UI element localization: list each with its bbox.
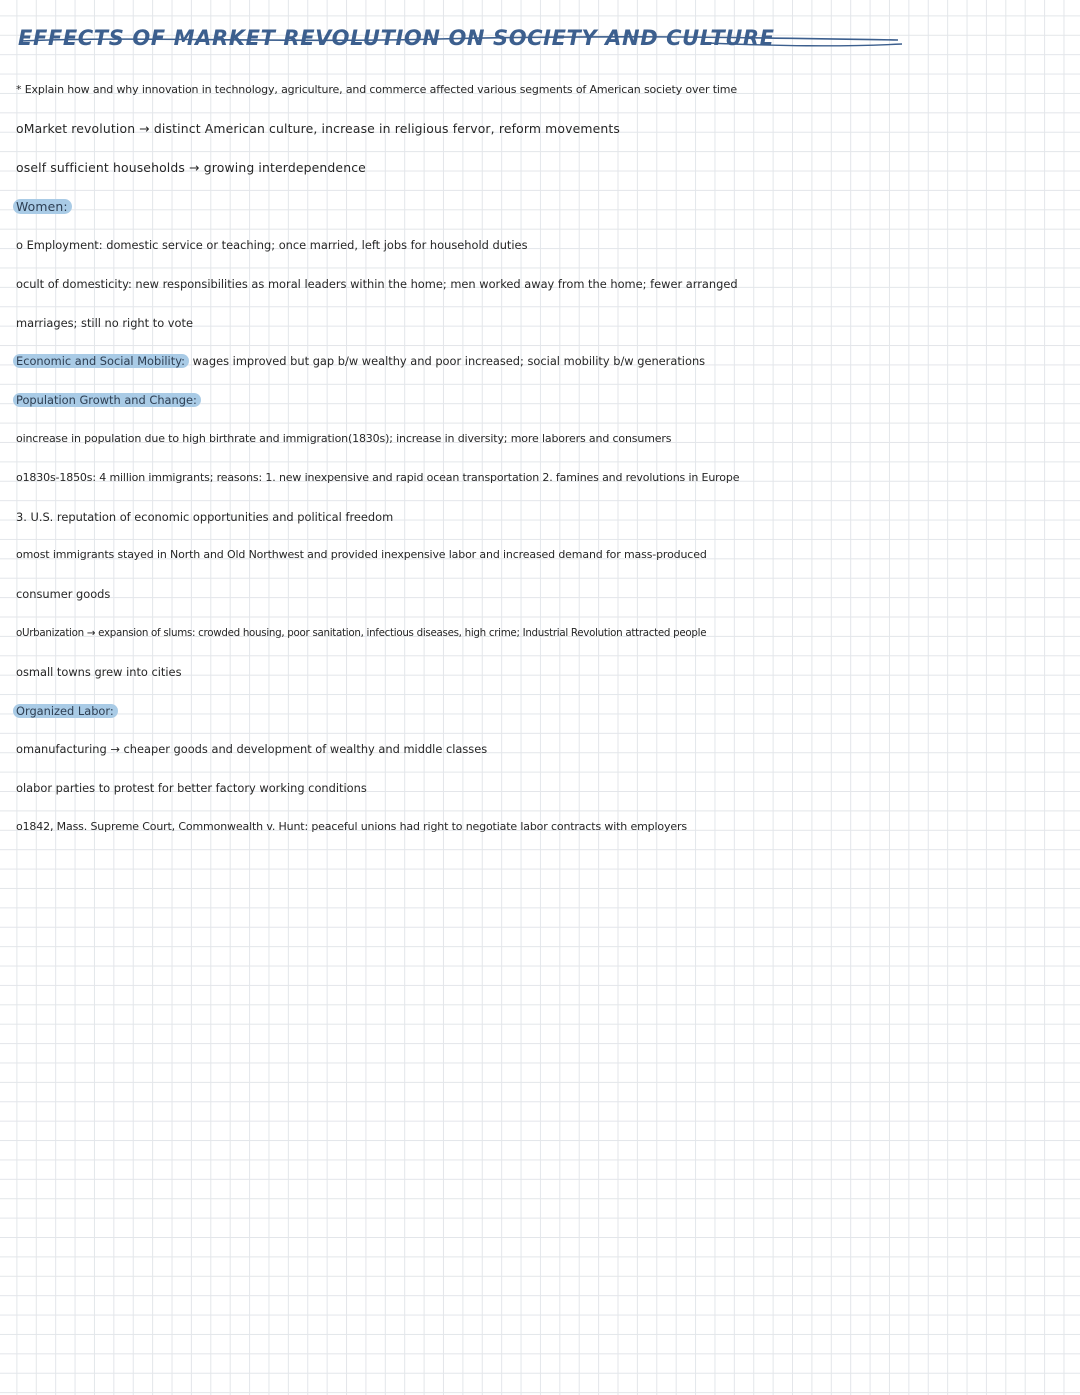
bullet-population-increase: oincrease in population due to high birthrate and immigration(1830s); increase in diversity; more laborers and consumers bbox=[16, 432, 672, 445]
bullet-immigrants-settled: omost immigrants stayed in North and Old Northwest and provided inexpensive labor and increased demand for mass-produced bbox=[16, 548, 707, 561]
objective-line: * Explain how and why innovation in technology, agriculture, and commerce affected various segments of American society over time bbox=[16, 83, 737, 96]
heading-population-label: Population Growth and Change: bbox=[13, 393, 201, 407]
bullet-urbanization: oUrbanization → expansion of slums: crowded housing, poor sanitation, infectious diseases, high crime; Industrial Revolution attracted people bbox=[16, 627, 707, 639]
bullet-immigrants: o1830s-1850s: 4 million immigrants; reasons: 1. new inexpensive and rapid ocean transportation 2. famines and revolutions in Europe bbox=[16, 471, 740, 484]
title-block bbox=[18, 24, 908, 56]
heading-women-label: Women: bbox=[13, 199, 72, 214]
economic-mobility-text: wages improved but gap b/w wealthy and poor increased; social mobility b/w generations bbox=[188, 354, 706, 368]
bullet-manufacturing: omanufacturing → cheaper goods and development of wealthy and middle classes bbox=[16, 742, 488, 756]
heading-economic-social-mobility bbox=[16, 352, 705, 370]
heading-organized-labor-label: Organized Labor: bbox=[13, 704, 118, 718]
bullet-employment: o Employment: domestic service or teaching; once married, left jobs for household duties bbox=[16, 238, 528, 252]
page-title: EFFECTS OF MARKET REVOLUTION ON SOCIETY AND CULTURE bbox=[18, 26, 775, 50]
bullet-immigrants-reason-3: 3. U.S. reputation of economic opportunities and political freedom bbox=[16, 510, 394, 524]
heading-organized-labor bbox=[16, 702, 118, 720]
title-strikethrough-scribble bbox=[18, 24, 908, 56]
bullet-self-sufficient-households: oself sufficient households → growing interdependence bbox=[16, 160, 366, 175]
bullet-small-towns: osmall towns grew into cities bbox=[16, 665, 182, 679]
bullet-immigrants-settled-cont: consumer goods bbox=[16, 587, 111, 601]
heading-women bbox=[16, 198, 72, 216]
heading-population-growth bbox=[16, 391, 201, 409]
bullet-labor-parties: olabor parties to protest for better factory working conditions bbox=[16, 781, 367, 795]
bullet-market-revolution: oMarket revolution → distinct American culture, increase in religious fervor, reform movements bbox=[16, 121, 620, 136]
bullet-commonwealth-v-hunt: o1842, Mass. Supreme Court, Commonwealth v. Hunt: peaceful unions had right to negotiate labor contracts with employers bbox=[16, 820, 687, 833]
bullet-cult-of-domesticity: ocult of domesticity: new responsibilities as moral leaders within the home; men worked away from the home; fewer arranged bbox=[16, 277, 738, 291]
heading-economic-mobility-label: Economic and Social Mobility: bbox=[13, 354, 189, 368]
bullet-cult-of-domesticity-cont: marriages; still no right to vote bbox=[16, 316, 193, 330]
